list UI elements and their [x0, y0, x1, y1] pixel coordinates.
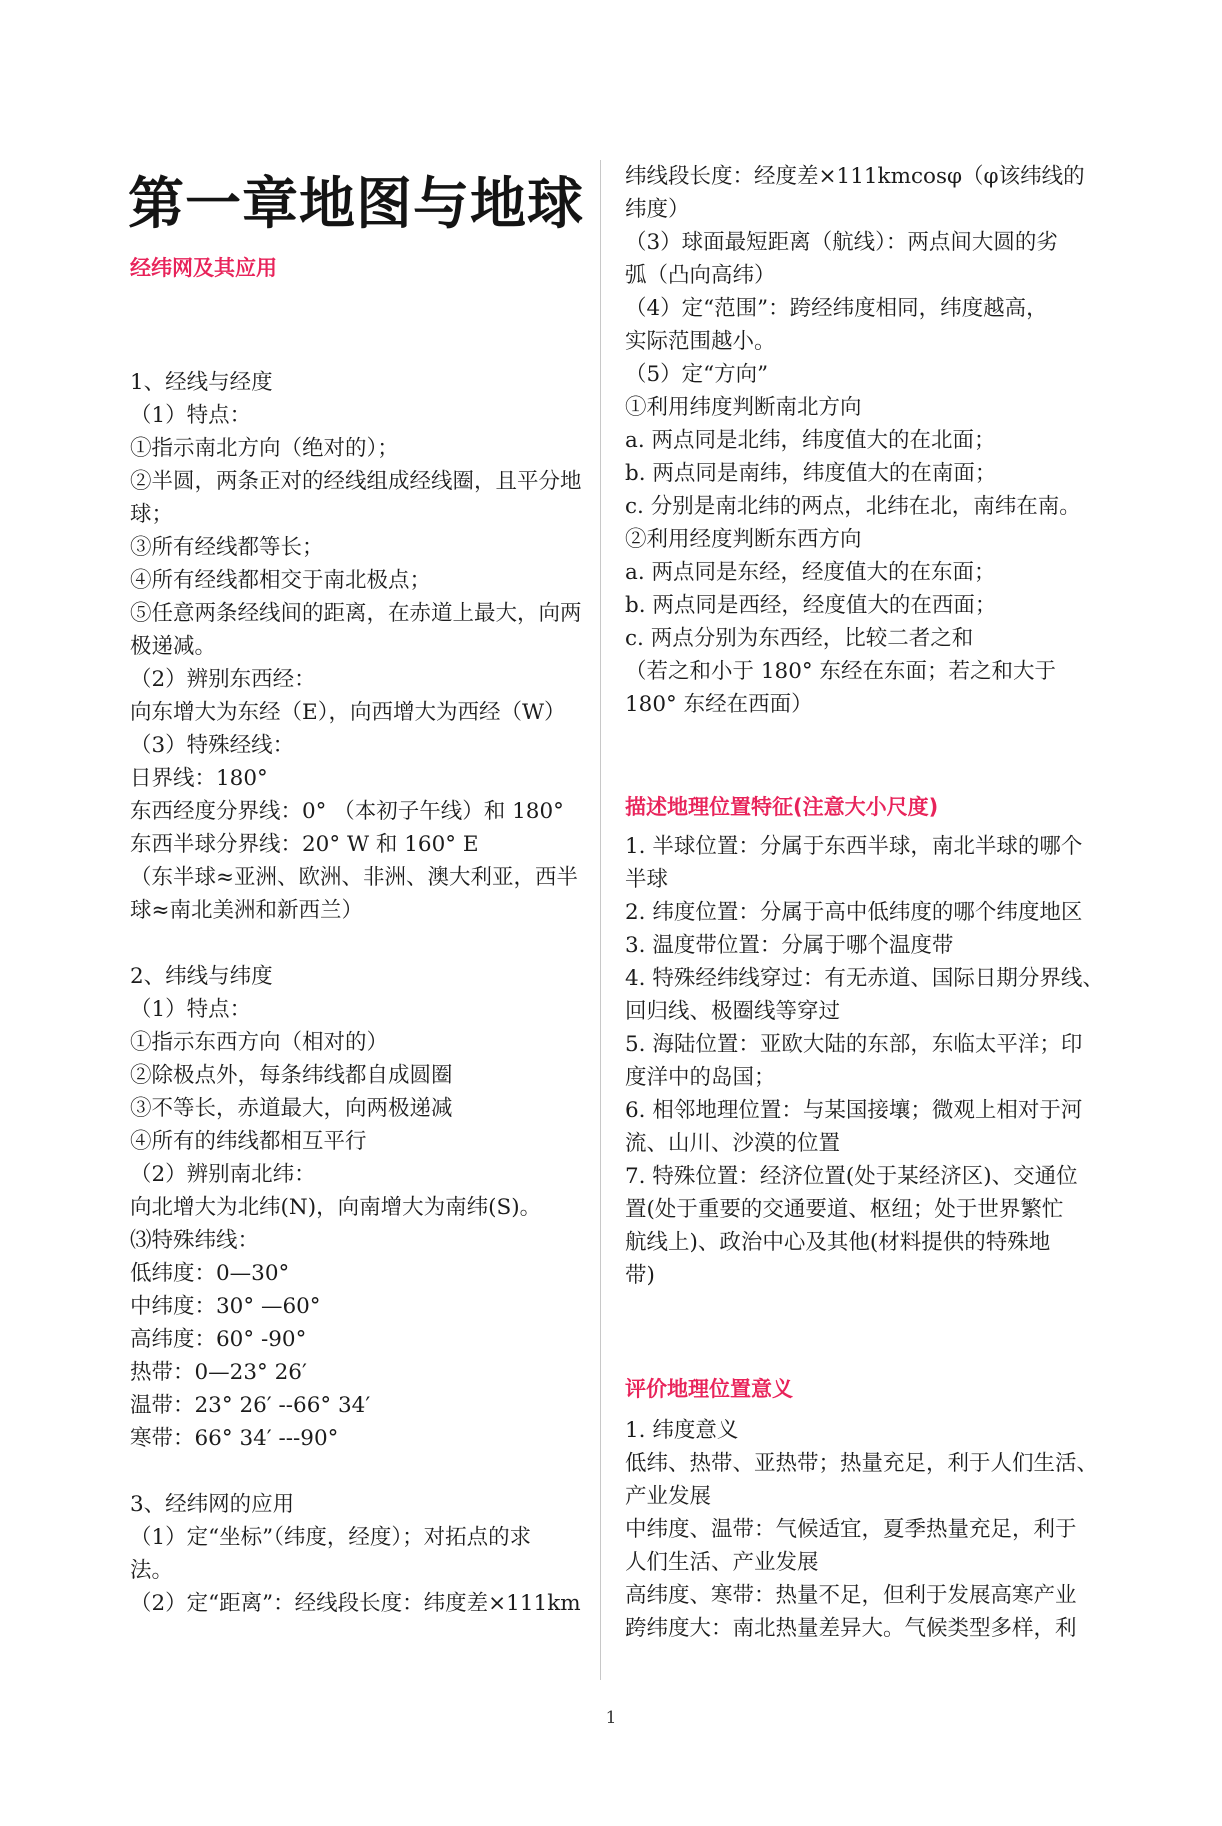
text-line: 半球: [625, 867, 669, 892]
text-line: 6. 相邻地理位置：与某国接壤；微观上相对于河: [625, 1098, 1083, 1123]
text-line: ②除极点外，每条纬线都自成圆圈: [130, 1063, 453, 1088]
text-line: 向北增大为北纬(N)，向南增大为南纬(S)。: [130, 1195, 542, 1220]
text-line: ①指示东西方向（相对的）: [130, 1030, 389, 1055]
text-line: （2）定“距离”：经线段长度：纬度差×111km: [130, 1591, 581, 1616]
text-line: ②利用经度判断东西方向: [625, 527, 862, 552]
text-line: 纬度）: [625, 197, 690, 222]
text-line: 温带：23° 26′ --66° 34′: [130, 1393, 371, 1418]
text-line: 法。: [130, 1558, 174, 1583]
text-line: 极递减。: [130, 634, 217, 659]
text-line: 2、纬线与纬度: [130, 964, 273, 989]
text-line: （3）特殊经线：: [130, 733, 295, 758]
text-line: c. 分别是南北纬的两点，北纬在北，南纬在南。: [625, 494, 1081, 519]
text-line: （1）特点：: [130, 403, 252, 428]
text-line: 低纬度：0—30°: [130, 1261, 290, 1286]
text-line: ③不等长，赤道最大，向两极递减: [130, 1096, 453, 1121]
text-line: （3）球面最短距离（航线）：两点间大圆的劣: [625, 230, 1058, 255]
text-line: ③所有经线都等长；: [130, 535, 324, 560]
text-line: 实际范围越小。: [625, 329, 776, 354]
text-line: 3、经纬网的应用: [130, 1492, 295, 1517]
text-line: 4. 特殊经纬线穿过：有无赤道、国际日期分界线、: [625, 966, 1104, 991]
text-line: 中纬度：30° —60°: [130, 1294, 321, 1319]
text-line: c. 两点分别为东西经，比较二者之和: [625, 626, 974, 651]
text-line: 度洋中的岛国；: [625, 1065, 776, 1090]
text-line: 东西经度分界线：0° （本初子午线）和 180°: [130, 799, 564, 824]
text-line: 1. 纬度意义: [625, 1418, 739, 1443]
text-line: （1）定“坐标”（纬度，经度）；对拓点的求: [130, 1525, 532, 1550]
text-line: 流、山川、沙漠的位置: [625, 1131, 841, 1156]
text-line: 置(处于重要的交通要道、枢纽；处于世界繁忙: [625, 1197, 1064, 1222]
text-line: 向东增大为东经（E），向西增大为西经（W）: [130, 700, 566, 725]
text-line: 热带：0—23° 26′: [130, 1360, 307, 1385]
text-line: 带): [625, 1263, 655, 1288]
text-line: （2）辨别东西经：: [130, 667, 316, 692]
text-line: 回归线、极圈线等穿过: [625, 999, 841, 1024]
text-line: 1. 半球位置：分属于东西半球，南北半球的哪个: [625, 834, 1083, 859]
text-line: 高纬度、寒带：热量不足，但利于发展高寒产业: [625, 1583, 1077, 1608]
text-line: 5. 海陆位置：亚欧大陆的东部，东临太平洋；印: [625, 1032, 1083, 1057]
text-line: 纬线段长度：经度差×111kmcosφ（φ该纬线的: [625, 164, 1085, 189]
page-number: 1: [605, 1708, 617, 1728]
text-line: 产业发展: [625, 1484, 712, 1509]
section-heading-graticule: 经纬网及其应用: [130, 256, 277, 280]
text-line: a. 两点同是东经，经度值大的在东面；: [625, 560, 996, 585]
text-line: 日界线：180°: [130, 766, 268, 791]
text-line: 球≈南北美洲和新西兰）: [130, 898, 364, 923]
text-line: 2. 纬度位置：分属于高中低纬度的哪个纬度地区: [625, 900, 1083, 925]
page-title: 第一章地图与地球: [128, 172, 584, 237]
section-heading-location-significance: 评价地理位置意义: [625, 1377, 793, 1401]
text-line: （5）定“方向”: [625, 362, 769, 387]
text-line: 180° 东经在西面）: [625, 692, 813, 717]
text-line: a. 两点同是北纬，纬度值大的在北面；: [625, 428, 996, 453]
text-line: 寒带：66° 34′ ---90°: [130, 1426, 339, 1451]
text-line: 球；: [130, 502, 174, 527]
text-line: （若之和小于 180° 东经在东面；若之和大于: [625, 659, 1056, 684]
text-line: 低纬、热带、亚热带；热量充足，利于人们生活、: [625, 1451, 1099, 1476]
section-heading-location-features: 描述地理位置特征(注意大小尺度): [625, 795, 939, 819]
text-line: ②半圆，两条正对的经线组成经线圈，且平分地: [130, 469, 582, 494]
text-line: 人们生活、产业发展: [625, 1550, 819, 1575]
text-line: ①利用纬度判断南北方向: [625, 395, 862, 420]
text-line: 航线上)、政治中心及其他(材料提供的特殊地: [625, 1230, 1051, 1255]
text-line: （1）特点：: [130, 997, 252, 1022]
text-line: ④所有的纬线都相互平行: [130, 1129, 367, 1154]
text-line: ⑤任意两条经线间的距离，在赤道上最大，向两: [130, 601, 582, 626]
text-line: （4）定“范围”：跨经纬度相同，纬度越高，: [625, 296, 1048, 321]
text-line: ⑶特殊纬线：: [130, 1228, 260, 1253]
text-line: b. 两点同是南纬，纬度值大的在南面；: [625, 461, 997, 486]
text-line: 中纬度、温带：气候适宜，夏季热量充足，利于: [625, 1517, 1077, 1542]
text-line: （东半球≈亚洲、欧洲、非洲、澳大利亚，西半: [130, 865, 579, 890]
text-line: 高纬度：60° -90°: [130, 1327, 307, 1352]
text-line: 7. 特殊位置：经济位置(处于某经济区)、交通位: [625, 1164, 1078, 1189]
text-line: ④所有经线都相交于南北极点；: [130, 568, 432, 593]
text-line: （2）辨别南北纬：: [130, 1162, 316, 1187]
text-line: 跨纬度大：南北热量差异大。气候类型多样，利: [625, 1616, 1077, 1641]
text-line: ①指示南北方向（绝对的）；: [130, 436, 399, 461]
text-line: 弧（凸向高纬）: [625, 263, 776, 288]
text-line: 东西半球分界线：20° W 和 160° E: [130, 832, 479, 857]
text-line: b. 两点同是西经，经度值大的在西面；: [625, 593, 997, 618]
text-line: 1、经线与经度: [130, 370, 273, 395]
text-line: 3. 温度带位置：分属于哪个温度带: [625, 933, 954, 958]
